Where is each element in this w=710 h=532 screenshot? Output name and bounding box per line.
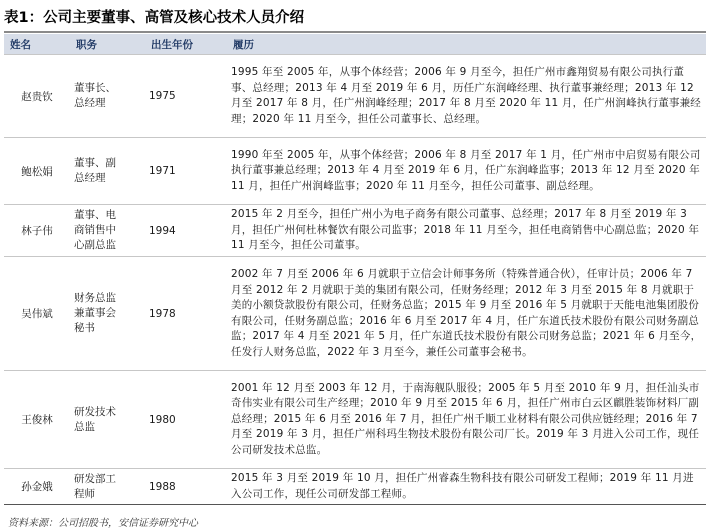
person-name: 孙金娥: [4, 469, 70, 505]
person-position: [70, 138, 145, 205]
title-divider: [4, 31, 706, 33]
management-table: [4, 34, 706, 505]
person-name: 鲍松娟: [4, 138, 70, 205]
person-resume: 2015 年 2 月至今，担任广州小为电子商务有限公司董事、总经理；2017 年 8 月至 2019 年 3 月，担任广州何杜林餐饮有限公司监事；2018 年 11 月至今，担任电商销售中心副总监；2020 年 11 月至今，担任公司董事。: [227, 205, 706, 257]
person-name: 吴伟斌: [4, 257, 70, 371]
position-line: 心副总监: [74, 239, 116, 251]
header-resume: 履历: [227, 34, 706, 55]
table-row: [4, 469, 706, 505]
person-position: [70, 469, 145, 505]
table-row: [4, 138, 706, 205]
table-row: [4, 371, 706, 469]
table-title: 表1：公司主要董事、高管及核心技术人员介绍: [4, 10, 305, 26]
position-line: 总监: [74, 420, 95, 433]
person-position: [70, 371, 145, 469]
header-birth-year: 出生年份: [145, 34, 227, 55]
person-name: 林子伟: [4, 205, 70, 257]
position-line: 研发部工: [74, 472, 116, 485]
position-line: 董事、副: [74, 157, 116, 169]
position-line: 总经理: [74, 97, 106, 109]
person-position: [70, 55, 145, 138]
table-row: [4, 55, 706, 138]
position-line: 程师: [74, 487, 95, 500]
position-line: 董事、电: [74, 209, 116, 221]
birth-year: 1980: [145, 371, 227, 469]
person-resume: 1990 年至 2005 年，从事个体经营；2006 年 8 月至 2017 年 1 月，任广州市中启贸易有限公司执行董事兼总经理；2013 年 4 月至 2019 年 6 月，任广东润峰监事；2013 年 12 月至 2020 年 11 月，担任广州润峰监事；2020 年 11 月至今，担任公司董事、副总经理。: [227, 138, 706, 205]
person-resume: 2001 年 12 月至 2003 年 12 月，于南海舰队服役；2005 年 5 月至 2010 年 9 月，担任汕头市奇伟实业有限公司生产经理；2010 年 9 月至 2015 年 6 月，担任广州市白云区麒胜装饰材料厂副总经理；2015 年 6 月至 2016 年 7 月，担任广州千顺工业材料有限公司供应链经理；2016 年 7 月至 2019 年 3 月，担任广州科玛生物技术股份有限公司厂长。2019 年 3 月进入公司工作，现任公司研发技术总监。: [227, 371, 706, 469]
person-position: [70, 205, 145, 257]
position-line: 董事长、: [74, 82, 116, 94]
birth-year: 1994: [145, 205, 227, 257]
position-line: 秘书: [74, 322, 95, 334]
birth-year: 1975: [145, 55, 227, 138]
person-resume: 2002 年 7 月至 2006 年 6 月就职于立信会计师事务所（特殊普通合伙），任审计员；2006 年 7 月至 2012 年 2 月就职于美的集团有限公司，任财务经理；2012 年 3 月至 2015 年 8 月就职于美的小额贷款股份有限公司，任财务总监；2015 年 9 月至 2016 年 5 月就职于天能电池集团股份有限公司，任财务副总监；2016 年 6 月至 2017 年 4 月，任广东道氏技术股份有限公司财务副总监；2017 年 4 月至 2021 年 5 月，任广东道氏技术股份有限公司财务总监；2021 年 6 月至今，任发行人财务总监，2022 年 3 月至今，兼任公司董事会秘书。: [227, 257, 706, 371]
birth-year: 1978: [145, 257, 227, 371]
position-line: 财务总监: [74, 292, 116, 304]
position-line: 兼董事会: [74, 307, 116, 319]
table-header-row: [4, 34, 706, 55]
position-line: 总经理: [74, 172, 106, 184]
table-row: [4, 257, 706, 371]
person-position: [70, 257, 145, 371]
position-line: 商销售中: [74, 224, 116, 236]
birth-year: 1971: [145, 138, 227, 205]
position-line: 研发技术: [74, 405, 116, 418]
person-resume: 2015 年 3 月至 2019 年 10 月，担任广州睿森生物科技有限公司研发工程师；2019 年 11 月进入公司工作，现任公司研发部工程师。: [227, 469, 706, 505]
birth-year: 1988: [145, 469, 227, 505]
person-name: 赵贵钦: [4, 55, 70, 138]
table-row: [4, 205, 706, 257]
person-resume: 1995 年至 2005 年，从事个体经营；2006 年 9 月至今，担任广州市鑫翔贸易有限公司执行董事、总经理；2013 年 4 月至 2019 年 6 月，历任广东润峰经理、执行董事兼经理；2013 年 12 月至 2017 年 8 月，任广州润峰经理；2017 年 8 月至 2020 年 11 月，任广州润峰执行董事兼经理；2020 年 11 月至今，担任公司董事长、总经理。: [227, 55, 706, 138]
person-name: 王俊林: [4, 371, 70, 469]
header-position: 职务: [70, 34, 145, 55]
header-name: 姓名: [4, 34, 70, 55]
source-note: 资料来源：公司招股书，安信证券研究中心: [8, 518, 198, 529]
